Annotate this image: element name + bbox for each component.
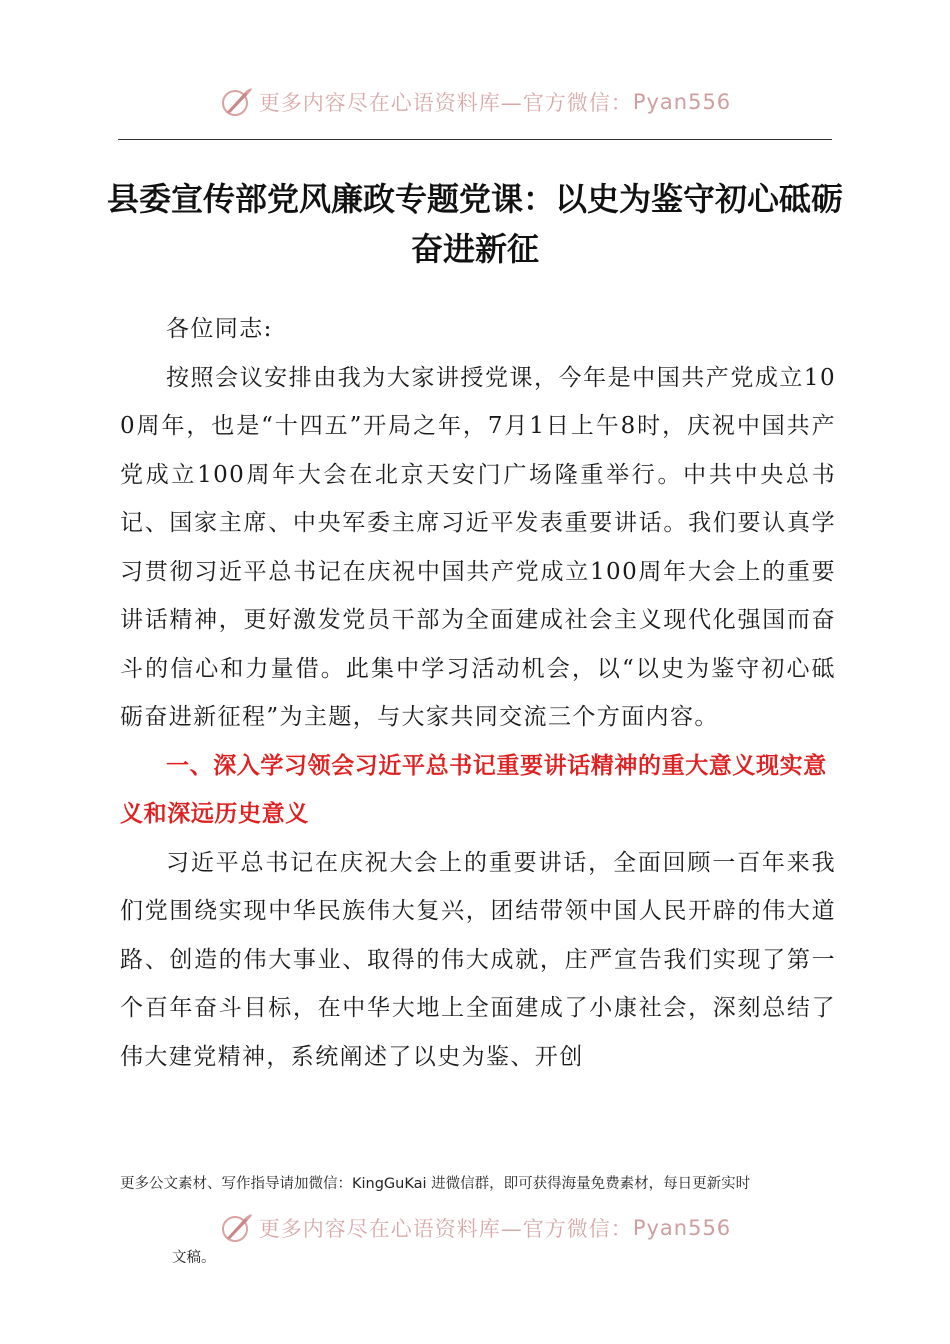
header-banner-id: Pyan556 [632, 90, 732, 114]
header-banner-text: 更多内容尽在心语资料库—官方微信： [258, 91, 633, 115]
footer-note-continued: 文稿。 [172, 1250, 216, 1266]
quill-pen-icon [219, 1210, 255, 1246]
page-title: 县委宣传部党风廉政专题党课：以史为鉴守初心砥砺奋进新征 [106, 180, 843, 268]
header-divider [118, 139, 832, 140]
intro-paragraph: 按照会议安排由我为大家讲授党课，今年是中国共产党成立100周年，也是“十四五”开局之年，7月1日上午8时，庆祝中国共产党成立100周年大会在北京天安门广场隆重举行。中共中央总书记、国家主席、中央军委主席习近平发表重要讲话。我们要认真学习贯彻习近平总书记在庆祝中国共产党成立100周年大会上的重要讲话精神，更好激发党员干部为全面建成社会主义现代化强国而奋斗的信心和力量借。此集中学习活动机会，以“以史为鉴守初心砥砺奋进新征程”为主题，与大家共同交流三个方面内容。 [120, 364, 836, 730]
document-body [120, 305, 836, 1081]
footer-banner-text: 更多内容尽在心语资料库—官方微信： [258, 1217, 633, 1241]
section-heading: 一、深入学习领会习近平总书记重要讲话精神的重大意义现实意义和深远历史意义 [120, 752, 827, 827]
section-paragraph: 习近平总书记在庆祝大会上的重要讲话，全面回顾一百年来我们党围绕实现中华民族伟大复兴，团结带领中国人民开辟的伟大道路、创造的伟大事业、取得的伟大成就，庄严宣告我们实现了第一个百年奋斗目标，在中华大地上全面建成了小康社会，深刻总结了伟大建党精神，系统阐述了以史为鉴、开创 [120, 849, 836, 1070]
footer-watermark-banner [0, 1208, 950, 1248]
header-watermark-banner [0, 82, 950, 122]
salutation: 各位同志: [166, 316, 273, 342]
footer-banner-id: Pyan556 [632, 1216, 732, 1240]
quill-pen-icon [219, 84, 255, 120]
footer-note: 更多公文素材、写作指导请加微信：KingGuKai 进微信群，即可获得海量免费素材，每日更新实时 [120, 1176, 751, 1192]
